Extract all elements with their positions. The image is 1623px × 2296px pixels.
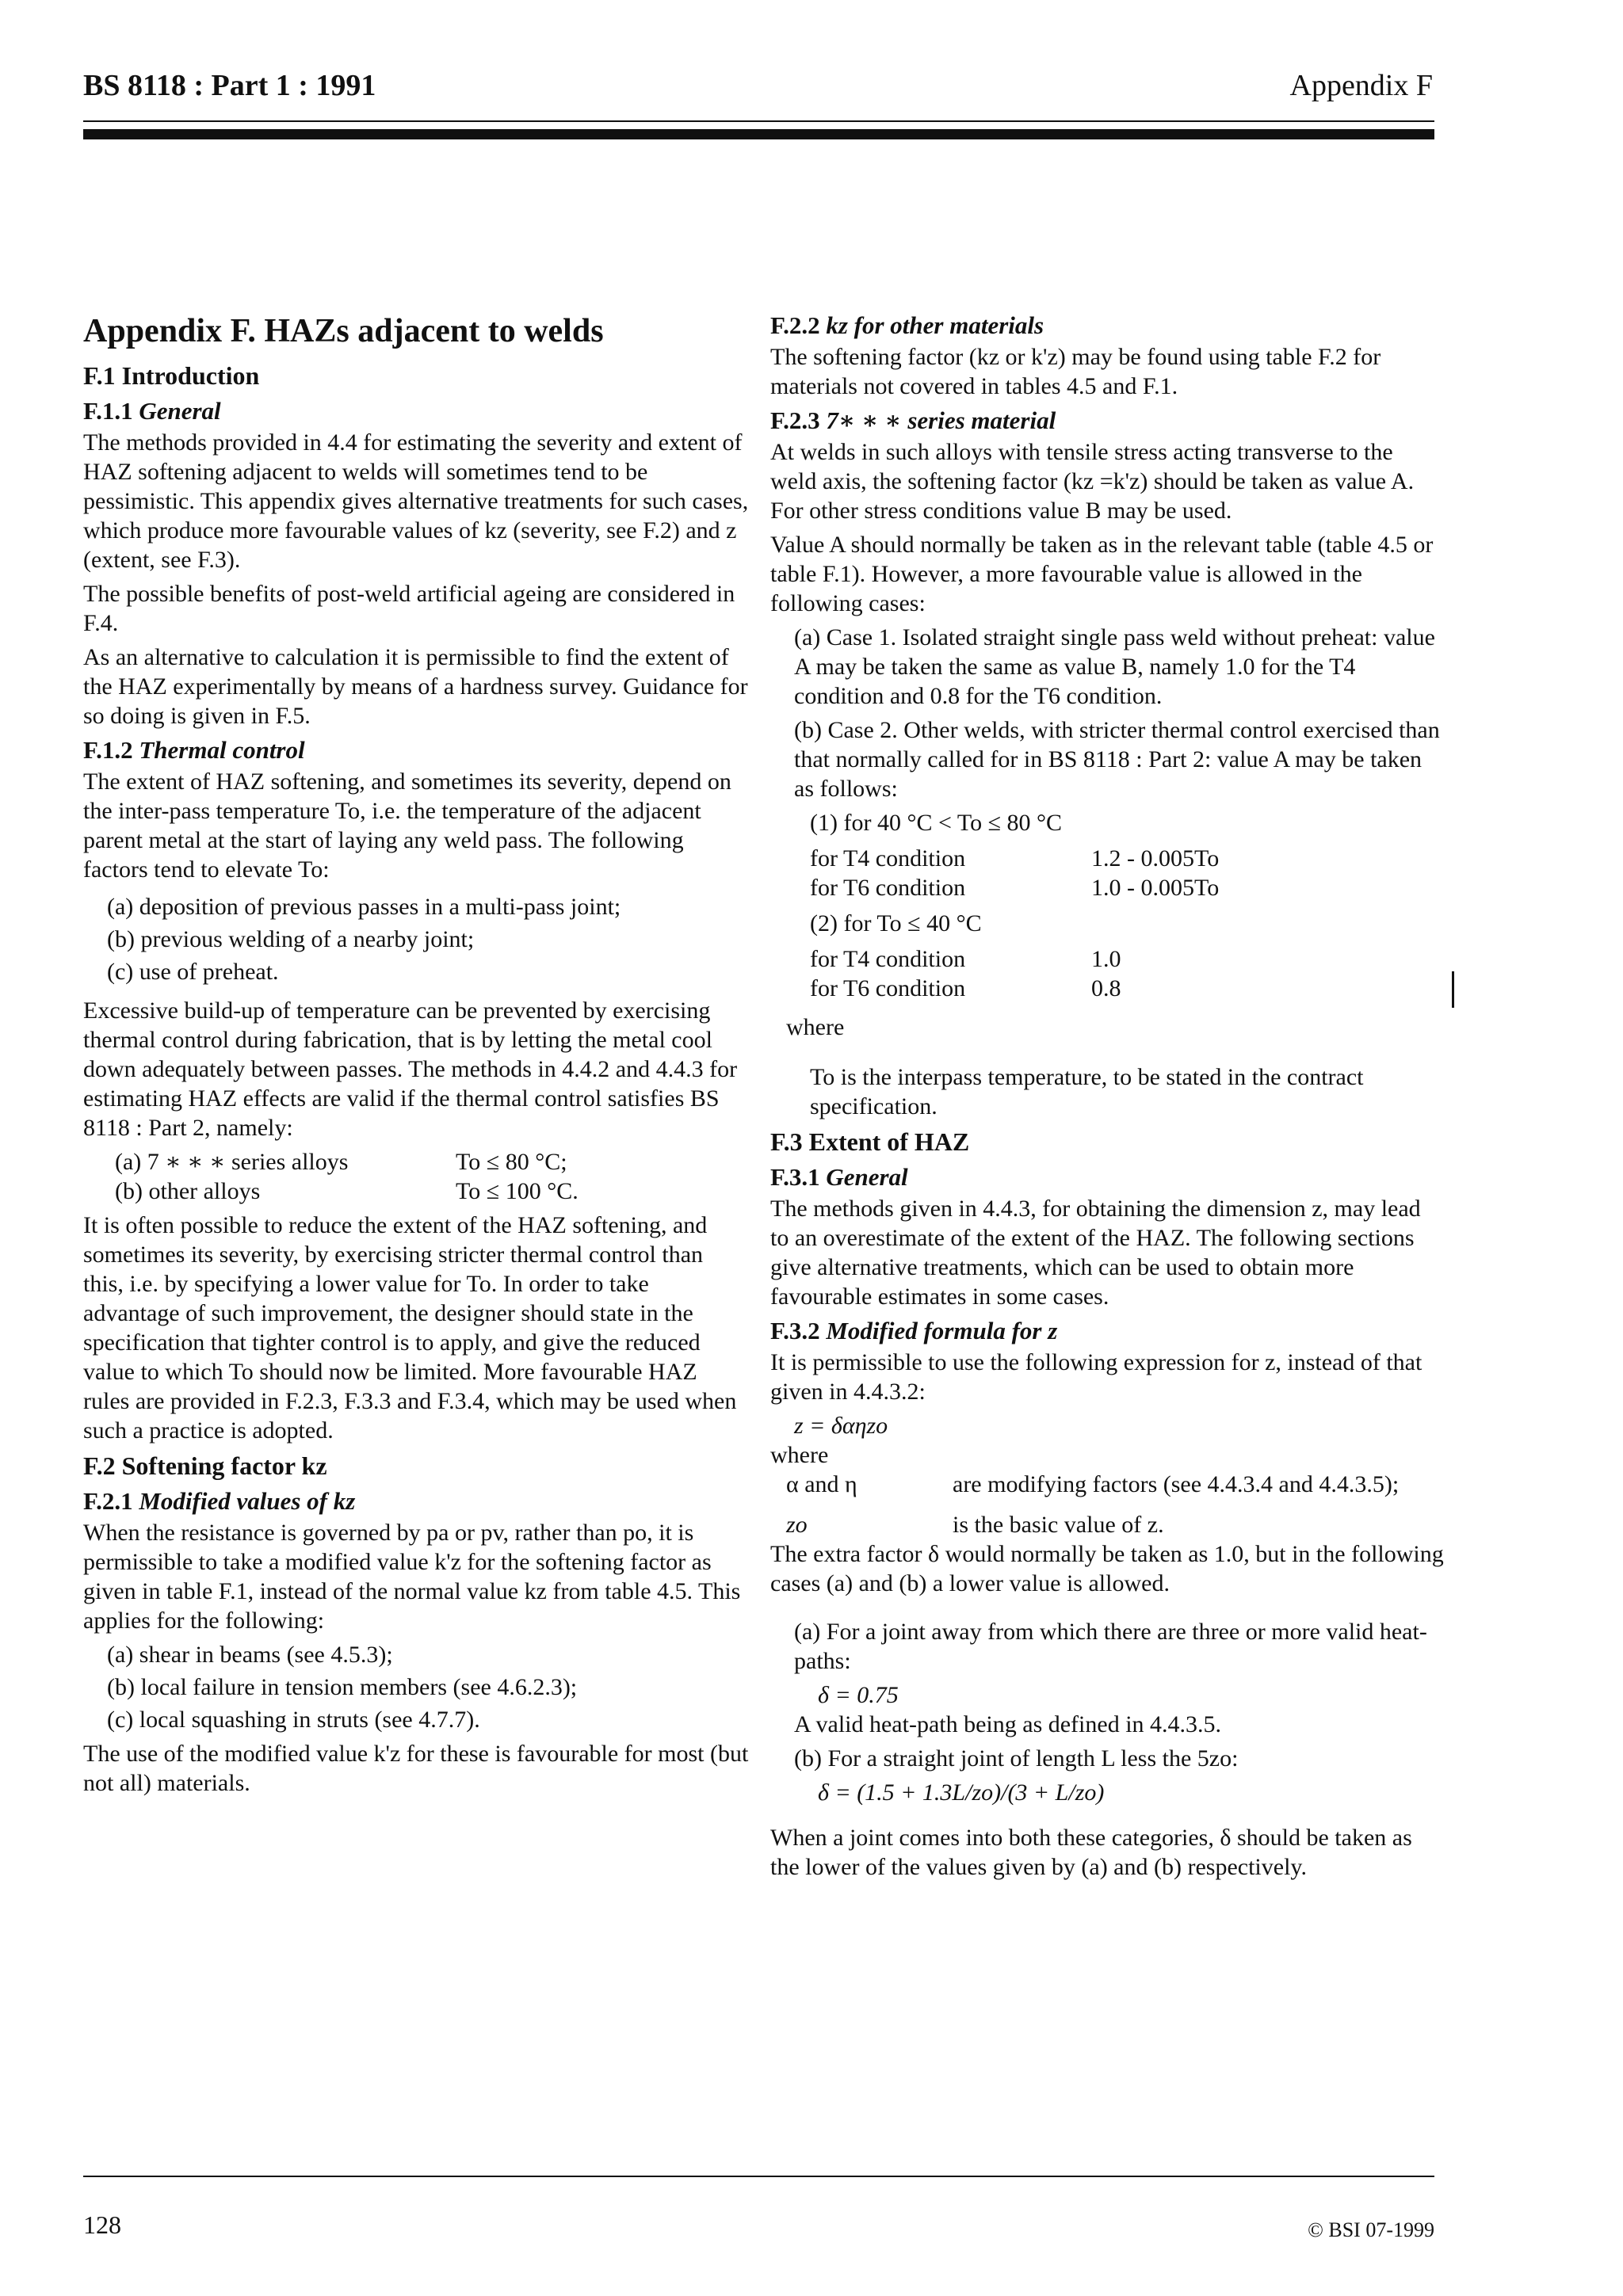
left-column <box>83 311 749 1802</box>
list-item: (b) previous welding of a nearby joint; <box>107 926 475 952</box>
where-row: α and η are modifying factors (see 4.4.3.4 and 4.4.3.5); <box>786 1471 1400 1497</box>
subsection-heading: F.2.3 7∗ ∗ ∗ series material <box>770 406 1056 434</box>
paragraph: The softening factor (kz or k'z) may be found using table F.2 for materials not covered in tables 4.5 and F.1. <box>770 344 1381 399</box>
case-paragraph: (b) For a straight joint of length L less the 5zo: <box>794 1745 1239 1772</box>
copyright: © BSI 07-1999 <box>1308 2218 1434 2241</box>
paragraph: The methods given in 4.4.3, for obtaining the dimension z, may lead to an overestimate of the extent of the HAZ. The following sections give alternative treatments, which can be used to obtain more favourable estimates in some cases. <box>770 1196 1421 1310</box>
header-rule-thick <box>83 129 1434 139</box>
formula: δ = 0.75 <box>818 1682 899 1708</box>
paragraph: The use of the modified value k'z for these is favourable for most (but not all) materials. <box>83 1741 749 1796</box>
formula: z = δαηzo <box>794 1413 888 1439</box>
condition-row: for T6 condition 0.8 <box>810 975 1121 1001</box>
paragraph: Excessive build-up of temperature can be prevented by exercising thermal control during fabrication, that is by letting the metal cool down adequately between passes. The methods in 4.4.2 and 4.4.3 for estimating HAZ effects are valid if the thermal control satisfies BS 8118 : Part 2, namely: <box>83 997 738 1141</box>
list-item: (a) deposition of previous passes in a multi-pass joint; <box>107 894 621 920</box>
page-title: Appendix F. HAZs adjacent to welds <box>83 313 604 349</box>
paragraph: It is often possible to reduce the extent of the HAZ softening, and sometimes its severity, by exercising stricter thermal control than this, i.e. by specifying a lower value for To. In order to take advantage of such improvement, the designer should state in the specification that tighter control is to apply, and give the reduced value to which To should now be limited. More favourable HAZ rules are provided in F.2.3, F.3.3 and F.3.4, which may be used when such a practice is adopted. <box>83 1212 737 1444</box>
section-heading: F.3 Extent of HAZ <box>770 1127 970 1156</box>
running-header-standard: BS 8118 : Part 1 : 1991 <box>83 69 376 102</box>
subsection-heading: F.3.2 Modified formula for z <box>770 1317 1058 1344</box>
header-rule-thin <box>83 120 1434 122</box>
paragraph: It is permissible to use the following expression for z, instead of that given in 4.4.3.2: <box>770 1349 1423 1405</box>
section-heading: F.1 Introduction <box>83 361 260 390</box>
paragraph: When a joint comes into both these categories, δ should be taken as the lower of the values given by (a) and (b) respectively. <box>770 1825 1412 1880</box>
subsection-heading: F.1.2 Thermal control <box>83 736 305 764</box>
paragraph: At welds in such alloys with tensile stress acting transverse to the weld axis, the softening factor (kz =k'z) should be taken as value A. For other stress conditions value B may be used. <box>770 439 1415 524</box>
paragraph: A valid heat-path being as defined in 4.4.3.5. <box>794 1711 1222 1737</box>
subsection-heading: F.1.1 General <box>83 397 221 425</box>
where-row: zo is the basic value of z. <box>786 1512 1164 1538</box>
condition-heading: (2) for To ≤ 40 °C <box>810 910 982 936</box>
paragraph: As an alternative to calculation it is permissible to find the extent of the HAZ experimentally by means of a hardness survey. Guidance for so doing is given in F.5. <box>83 644 748 729</box>
paragraph: Value A should normally be taken as in the relevant table (table 4.5 or table F.1). However, a more favourable value is allowed in the following cases: <box>770 532 1434 616</box>
list-item: (c) use of preheat. <box>107 959 279 985</box>
paragraph: The possible benefits of post-weld artificial ageing are considered in F.4. <box>83 581 735 636</box>
subsection-heading: F.2.2 kz for other materials <box>770 311 1044 339</box>
running-header-appendix: Appendix F <box>1289 69 1433 102</box>
alloy-limit-row: (a) 7 ∗ ∗ ∗ series alloys To ≤ 80 °C; <box>115 1149 567 1175</box>
paragraph: The extra factor δ would normally be taken as 1.0, but in the following cases (a) and (b) a lower value is allowed. <box>770 1541 1444 1596</box>
page-number: 128 <box>83 2210 121 2239</box>
case-paragraph: (a) Case 1. Isolated straight single pass weld without preheat: value A may be taken the same as value B, namely 1.0 for the T4 condition and 0.8 for the T6 condition. <box>794 624 1435 709</box>
application-list <box>107 1640 749 1734</box>
right-column <box>770 311 1444 1886</box>
condition-row: for T6 condition 1.0 - 0.005To <box>810 875 1220 901</box>
condition-row: for T4 condition 1.2 - 0.005To <box>810 845 1220 871</box>
condition-row: for T4 condition 1.0 <box>810 946 1121 972</box>
list-item: (a) shear in beams (see 4.5.3); <box>107 1642 393 1668</box>
where-label: where <box>770 1442 829 1468</box>
footer-rule <box>83 2176 1434 2177</box>
formula: δ = (1.5 + 1.3L/zo)/(3 + L/zo) <box>818 1779 1105 1806</box>
where-label: where <box>786 1014 845 1040</box>
where-definition: To is the interpass temperature, to be stated in the contract specification. <box>810 1064 1364 1119</box>
case-paragraph: (b) Case 2. Other welds, with stricter thermal control exercised than that normally called for in BS 8118 : Part 2: value A may be taken as follows: <box>794 717 1440 802</box>
list-item: (c) local squashing in struts (see 4.7.7). <box>107 1707 480 1733</box>
subsection-heading: F.3.1 General <box>770 1163 908 1191</box>
paragraph: When the resistance is governed by pa or pv, rather than po, it is permissible to take a modified value k'z for the softening factor as given in table F.1, instead of the normal value kz from table 4.5. This applies for the following: <box>83 1520 741 1634</box>
paragraph: The extent of HAZ softening, and sometimes its severity, depend on the inter-pass temperature To, i.e. the temperature of the adjacent parent metal at the start of laying any weld pass. The following factors tend to elevate To: <box>83 769 731 883</box>
case-paragraph: (a) For a joint away from which there are three or more valid heat-paths: <box>794 1619 1427 1674</box>
change-bar <box>1452 971 1454 1008</box>
subsection-heading: F.2.1 Modified values of kz <box>83 1487 356 1515</box>
paragraph: The methods provided in 4.4 for estimating the severity and extent of HAZ softening adjacent to welds will sometimes tend to be pessimistic. This appendix gives alternative treatments for such cases, which produce more favourable values of kz (severity, see F.2) and z (extent, see F.3). <box>83 429 749 573</box>
factor-list <box>107 892 749 986</box>
alloy-limit-row: (b) other alloys To ≤ 100 °C. <box>115 1178 579 1204</box>
condition-heading: (1) for 40 °C < To ≤ 80 °C <box>810 810 1063 836</box>
section-heading: F.2 Softening factor kz <box>83 1451 327 1480</box>
list-item: (b) local failure in tension members (see 4.6.2.3); <box>107 1674 578 1700</box>
